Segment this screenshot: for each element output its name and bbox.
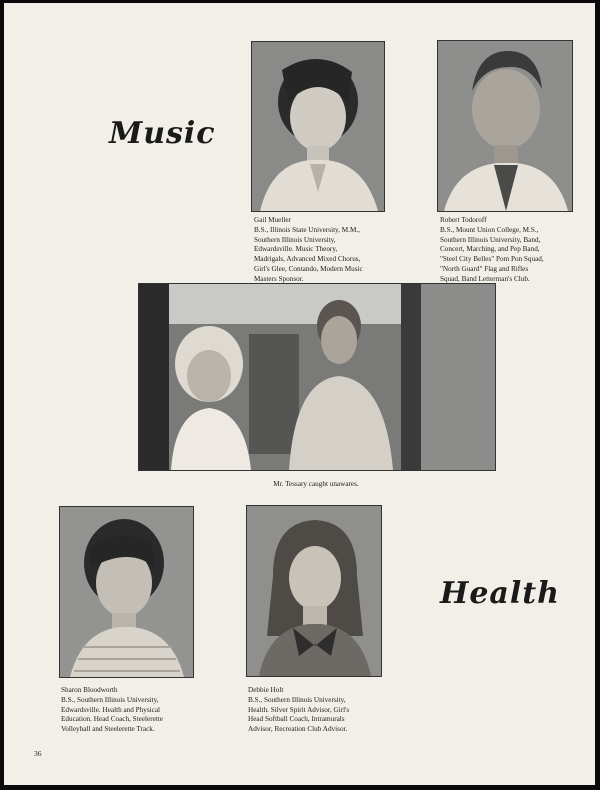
- robert-todoroff-photo: [437, 40, 573, 212]
- caption-line: B.S., Illinois State University, M.M.,: [254, 225, 360, 234]
- caption-line: "North Guard" Flag and Rifles: [440, 264, 529, 273]
- caption-line: Health. Silver Spirit Advisor, Girl's: [248, 705, 350, 714]
- caption-line: Education. Head Coach, Steelerette: [61, 715, 163, 724]
- caption-line: B.S., Southern Illinois University,: [61, 695, 159, 704]
- group-photo-caption: Mr. Tessary caught unawares.: [273, 480, 359, 488]
- sharon-bloodworth-caption: [61, 686, 163, 735]
- gail-mueller-photo: [251, 41, 385, 212]
- yearbook-page: [4, 3, 595, 785]
- caption-line: Edwardsville. Health and Physical: [61, 705, 161, 714]
- debbie-holt-photo: [246, 505, 382, 677]
- robert-todoroff-caption: [440, 216, 544, 285]
- caption-line: Southern Illinois University, Band,: [440, 235, 541, 244]
- caption-line: Debbie Holt: [248, 686, 284, 694]
- music-heading: Music: [109, 116, 216, 151]
- caption-line: Southern Illinois University,: [254, 235, 336, 244]
- caption-line: Madrigals, Advanced Mixed Chorus,: [254, 255, 361, 264]
- debbie-holt-caption: [248, 686, 349, 735]
- caption-line: Advisor, Recreation Club Advisor.: [248, 725, 348, 734]
- caption-line: "Steel City Belles" Pom Pon Squad,: [440, 255, 544, 264]
- caption-line: Head Softball Coach, Intramurals: [248, 715, 345, 724]
- page-number: 36: [34, 749, 42, 758]
- caption-line: Gail Mueller: [254, 216, 291, 224]
- caption-line: B.S., Southern Illinois University,: [248, 695, 346, 704]
- caption-line: Volleyball and Steelerette Track.: [61, 725, 155, 734]
- gail-mueller-caption: [254, 216, 363, 285]
- caption-line: Masters Sponsor.: [254, 274, 304, 283]
- caption-line: Edwardsville. Music Theory,: [254, 245, 338, 254]
- candid-group-photo: [138, 283, 496, 471]
- caption-line: Sharon Bloodworth: [61, 686, 118, 694]
- caption-line: Girl's Glee, Contando, Modern Music: [254, 264, 363, 273]
- sharon-bloodworth-photo: [59, 506, 194, 678]
- caption-line: Concert, Marching, and Pep Band,: [440, 245, 540, 254]
- caption-line: Squad, Band Letterman's Club.: [440, 274, 530, 283]
- caption-line: B.S., Mount Union College, M.S.,: [440, 225, 539, 234]
- health-heading: Health: [440, 576, 560, 611]
- caption-line: Robert Todoroff: [440, 216, 487, 224]
